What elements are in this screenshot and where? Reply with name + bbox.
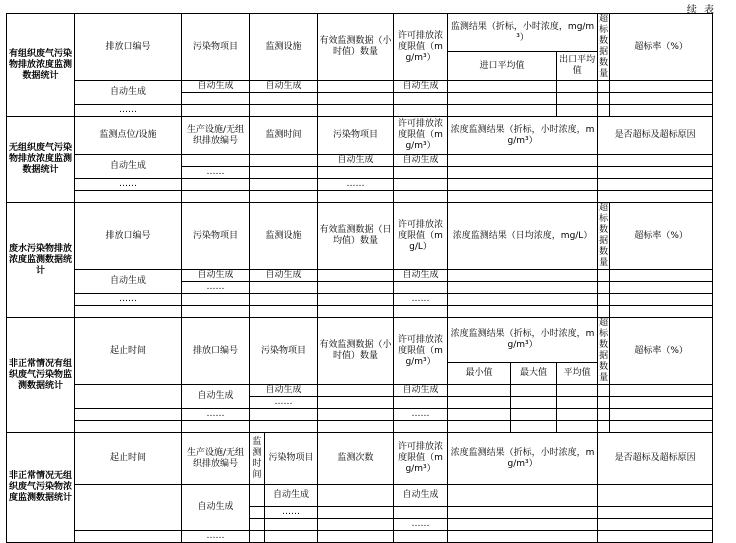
header-monitoring-facility: 监测设施	[250, 14, 318, 81]
section-fugitive-gas-title: 无组织废气污染物排放浓度监测数据统计	[7, 117, 75, 203]
section-organized-gas-title: 有组织废气污染物排放浓度监测数据统计	[7, 14, 75, 117]
cell-auto: 自动生成	[182, 385, 250, 409]
header-concentration-result: 浓度监测结果（日均浓度，mg/L）	[448, 203, 598, 270]
header-exceed-rate: 超标率（%）	[610, 14, 713, 81]
header-outlet-number: 排放口编号	[75, 14, 182, 81]
cell-ellipsis: ……	[182, 531, 250, 543]
header-exceed-count: 超标数据数量	[599, 14, 609, 79]
cell-ellipsis: ……	[75, 179, 182, 191]
header-inlet-average: 进口平均值	[448, 52, 557, 81]
header-exceed-count: 超标数据数量	[599, 203, 609, 268]
cell-ellipsis: ……	[394, 294, 448, 306]
cell-ellipsis: ……	[75, 105, 182, 117]
cell-auto: 自动生成	[250, 270, 318, 282]
header-concentration-result: 浓度监测结果（折标，小时浓度，mg/m³）	[448, 318, 598, 363]
header-start-end-time: 起止时间	[75, 433, 182, 485]
header-monitoring-result: 监测结果（折标，小时浓度，mg/m³）	[448, 14, 598, 52]
header-avg-value: 平均值	[557, 362, 598, 384]
header-exceed-rate: 超标率（%）	[610, 318, 713, 385]
cell-auto: 自动生成	[265, 485, 318, 507]
cell-ellipsis: ……	[394, 409, 448, 421]
cell-ellipsis: ……	[250, 397, 318, 409]
header-permit-limit: 许可排放浓度限值（mg/m³）	[394, 117, 448, 155]
header-valid-data-count: 有效监测数据（小时值）数量	[318, 14, 394, 81]
cell-auto: 自动生成	[394, 81, 448, 93]
header-pollutant: 污染物项目	[250, 318, 318, 385]
cell-ellipsis: ……	[265, 507, 318, 519]
continued-label: 续 表	[686, 5, 716, 16]
header-concentration-result: 浓度监测结果（折标，小时浓度，mg/m³）	[448, 117, 598, 155]
header-pollutant: 污染物项目	[182, 14, 250, 81]
cell-ellipsis: ……	[75, 294, 182, 306]
section-abnormal-organized-title: 非正常情况有组织废气污染物监测数据统计	[7, 318, 75, 433]
cell-auto: 自动生成	[318, 155, 394, 167]
header-monitoring-facility: 监测设施	[250, 203, 318, 270]
header-exceed-count: 超标数据数量	[599, 318, 609, 383]
monitoring-statistics-table	[6, 13, 713, 543]
section-abnormal-fugitive-title: 非正常情况无组织废气污染物浓度监测数据统计	[7, 433, 75, 543]
header-permit-limit: 许可排放浓度限值（mg/m³）	[394, 318, 448, 385]
cell-auto: 自动生成	[182, 485, 250, 531]
header-permit-limit: 许可排放浓度限值（mg/L）	[394, 203, 448, 270]
header-valid-data-count: 有效监测数据（日均值）数量	[318, 203, 394, 270]
header-outlet-number: 排放口编号	[75, 203, 182, 270]
header-max-value: 最大值	[511, 362, 557, 384]
header-permit-limit: 许可排放浓度限值（mg/m³）	[394, 14, 448, 81]
header-pollutant: 污染物项目	[182, 203, 250, 270]
header-exceed-reason: 是否超标及超标原因	[598, 117, 713, 155]
cell-auto: 自动生成	[75, 81, 182, 105]
cell-auto: 自动生成	[75, 270, 182, 294]
header-pollutant: 污染物项目	[265, 433, 318, 485]
cell-auto: 自动生成	[394, 385, 448, 397]
cell-auto: 自动生成	[250, 81, 318, 93]
cell-ellipsis: ……	[394, 519, 448, 531]
cell-auto: 自动生成	[75, 155, 182, 179]
header-monitoring-point: 监测点位/设施	[75, 117, 182, 155]
cell-auto: 自动生成	[182, 270, 250, 282]
cell-auto: 自动生成	[250, 385, 318, 397]
header-monitoring-time: 监测时间	[250, 433, 265, 485]
header-outlet-average: 出口平均值	[557, 52, 598, 81]
header-permit-limit: 许可排放浓度限值（mg/m³）	[394, 433, 448, 485]
cell-ellipsis: ……	[318, 179, 394, 191]
cell-auto: 自动生成	[394, 485, 448, 507]
cell-ellipsis: ……	[182, 167, 250, 179]
header-exceed-rate: 超标率（%）	[610, 203, 713, 270]
cell-ellipsis: ……	[182, 282, 250, 294]
header-source-number: 生产设施/无组织排放编号	[182, 117, 250, 155]
header-valid-data-count: 有效监测数据（小时值）数量	[318, 318, 394, 385]
header-monitoring-time: 监测时间	[250, 117, 318, 155]
header-source-number: 生产设施/无组织排放编号	[182, 433, 250, 485]
cell-auto: 自动生成	[182, 81, 250, 93]
header-min-value: 最小值	[448, 362, 511, 384]
header-monitoring-count: 监测次数	[318, 433, 394, 485]
header-outlet-number: 排放口编号	[182, 318, 250, 385]
header-pollutant: 污染物项目	[318, 117, 394, 155]
header-exceed-reason: 是否超标及超标原因	[598, 433, 713, 485]
header-concentration-result: 浓度监测结果（折标，小时浓度，mg/m³）	[448, 433, 598, 485]
cell-ellipsis: ……	[182, 409, 250, 421]
cell-auto: 自动生成	[394, 270, 448, 282]
cell-auto: 自动生成	[394, 155, 448, 167]
header-start-end-time: 起止时间	[75, 318, 182, 385]
section-wastewater-title: 废水污染物排放浓度监测数据统计	[7, 203, 75, 318]
